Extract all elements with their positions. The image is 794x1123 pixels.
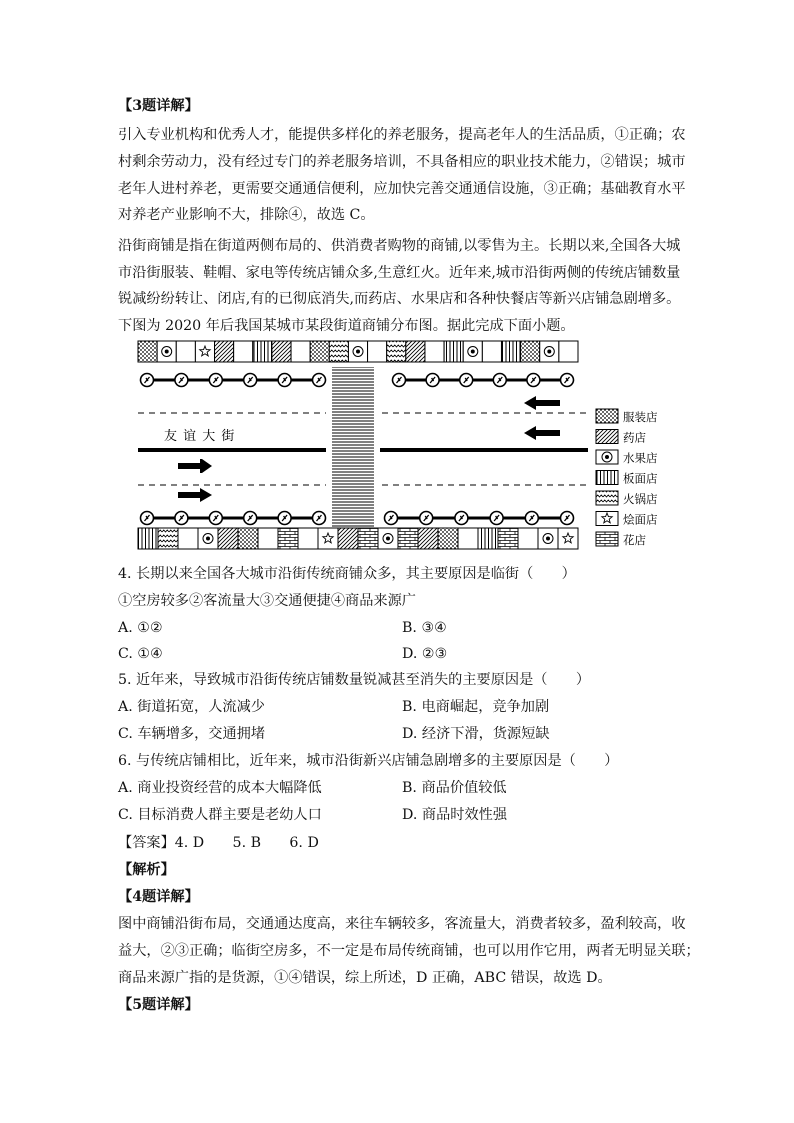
q5-stem: 5. 近年来，导致城市沿街传统店铺数量锐减甚至消失的主要原因是（ ） bbox=[118, 672, 591, 688]
legend-label: 花店 bbox=[623, 533, 646, 547]
arrow-left-icon bbox=[524, 396, 560, 410]
tree-icon bbox=[426, 374, 439, 387]
tree-icon bbox=[493, 374, 506, 387]
q6-stem: 6. 与传统店铺相比，近年来，城市沿街新兴店铺急剧增多的主要原因是（ ） bbox=[118, 753, 619, 769]
tree-icon bbox=[525, 512, 538, 525]
bottom-shop bbox=[278, 528, 298, 549]
legend-label: 水果店 bbox=[623, 451, 658, 465]
tree-icon bbox=[278, 374, 291, 387]
street-name: 友 谊 大 街 bbox=[164, 429, 236, 444]
tree-icon bbox=[385, 512, 398, 525]
section3-line: 村剩余劳动力，没有经过专门的养老服务培训，不具备相应的职业技术能力，②错误；城市 bbox=[118, 154, 686, 170]
bottom-shop bbox=[238, 528, 258, 549]
top-shop bbox=[138, 341, 157, 362]
section3-line: 老年人进村养老，更需要交通通信便利，应加快完善交通通信设施，③正确；基础教育水平 bbox=[118, 181, 686, 197]
intro-line: 下图为 2020 年后我国某城市某段街道商铺分布图。据此完成下面小题。 bbox=[118, 318, 575, 334]
bottom-shop bbox=[378, 528, 398, 549]
top-shop bbox=[444, 341, 463, 362]
top-shop bbox=[540, 341, 559, 362]
q6-option-c: C. 目标消费人群主要是老幼人口 bbox=[118, 807, 322, 823]
q4-option-c: C. ①④ bbox=[118, 646, 163, 662]
tree-icon bbox=[490, 512, 503, 525]
top-shop bbox=[387, 341, 406, 362]
intro-line: 沿街商铺是指在街道两侧布局的、供消费者购物的商铺,以零售为主。长期以来,全国各大城 bbox=[118, 238, 681, 254]
tree-icon bbox=[393, 374, 406, 387]
tree-icon bbox=[313, 374, 326, 387]
top-shop bbox=[329, 341, 348, 362]
crosswalk bbox=[332, 367, 374, 529]
bottom-shop bbox=[338, 528, 358, 549]
tree-icon bbox=[313, 512, 326, 525]
q6-option-b: B. 商品价值较低 bbox=[402, 780, 507, 796]
top-shop bbox=[291, 341, 310, 362]
top-shop bbox=[521, 341, 540, 362]
q4-option-b: B. ③④ bbox=[402, 620, 447, 636]
legend-swatch bbox=[596, 532, 618, 546]
legend-swatch bbox=[596, 471, 618, 485]
analysis-label: 【解析】 bbox=[118, 862, 175, 878]
q4-option-d: D. ②③ bbox=[402, 646, 448, 662]
top-shop bbox=[368, 341, 387, 362]
top-shop-row bbox=[138, 341, 578, 362]
answer-line: 【答案】4. D 5. B 6. D bbox=[118, 835, 319, 851]
section4-line: 益大，②③正确；临街空房多，不一定是布局传统商铺，也可以用作它用，两者无明显关联； bbox=[118, 943, 700, 959]
bottom-shop bbox=[398, 528, 418, 549]
q5-option-b: B. 电商崛起，竞争加剧 bbox=[402, 699, 550, 715]
tree-icon bbox=[175, 512, 188, 525]
legend-label: 烩面店 bbox=[623, 512, 658, 527]
section3-line: 对养老产业影响不大，排除④，故选 C。 bbox=[118, 207, 375, 223]
q5-option-a: A. 街道拓宽，人流减少 bbox=[118, 699, 265, 715]
legend-swatch bbox=[596, 512, 618, 526]
tree-icon bbox=[209, 512, 222, 525]
tree-icon bbox=[455, 512, 468, 525]
bottom-shop bbox=[318, 528, 338, 549]
tree-icon bbox=[561, 374, 574, 387]
tree-icon bbox=[278, 512, 291, 525]
bottom-shop-row bbox=[138, 528, 578, 549]
arrow-left-icon bbox=[524, 426, 560, 440]
bottom-shop bbox=[438, 528, 458, 549]
bottom-shop bbox=[138, 528, 158, 549]
tree-icon bbox=[460, 374, 473, 387]
bottom-shop bbox=[158, 528, 178, 549]
q6-option-a: A. 商业投资经营的成本大幅降低 bbox=[118, 780, 322, 796]
intro-line: 锐减纷纷转让、闭店,有的已彻底消失,而药店、水果店和各种快餐店等新兴店铺急剧增多。 bbox=[118, 291, 681, 307]
tree-icon bbox=[561, 512, 574, 525]
section4-line: 图中商铺沿街布局，交通通达度高，来往车辆较多，客流量大，消费者较多，盈利较高，收 bbox=[118, 916, 686, 932]
bottom-shop bbox=[478, 528, 498, 549]
bottom-shop bbox=[258, 528, 278, 549]
tree-icon bbox=[420, 512, 433, 525]
section4-line: 商品来源广指的是货源，①④错误，综上所述，D 正确，ABC 错误，故选 D。 bbox=[118, 970, 612, 986]
tree-icon bbox=[527, 374, 540, 387]
arrow-right-icon bbox=[178, 488, 212, 502]
legend-label: 火锅店 bbox=[623, 492, 658, 506]
tree-icon bbox=[175, 374, 188, 387]
q5-option-d: D. 经济下滑，货源短缺 bbox=[402, 726, 550, 742]
top-shop bbox=[215, 341, 234, 362]
tree-icon bbox=[141, 512, 154, 525]
legend-swatch bbox=[596, 409, 618, 423]
top-shop bbox=[272, 341, 291, 362]
street-shop-map bbox=[134, 339, 694, 561]
top-shop bbox=[425, 341, 444, 362]
bottom-shop bbox=[458, 528, 478, 549]
legend-label: 服装店 bbox=[623, 410, 658, 424]
bottom-shop bbox=[178, 528, 198, 549]
legend-swatch bbox=[596, 430, 618, 444]
legend-label: 药店 bbox=[623, 430, 646, 445]
bottom-shop bbox=[418, 528, 438, 549]
section3-heading: 【3题详解】 bbox=[118, 98, 199, 114]
top-shop bbox=[406, 341, 425, 362]
bottom-shop bbox=[198, 528, 218, 549]
arrow-right-icon bbox=[178, 459, 212, 473]
top-shop bbox=[195, 341, 214, 362]
q4-option-a: A. ①② bbox=[118, 620, 163, 636]
legend-label: 板面店 bbox=[623, 471, 658, 486]
bottom-shop bbox=[218, 528, 238, 549]
bottom-shop bbox=[558, 528, 578, 549]
top-shop bbox=[559, 341, 578, 362]
top-shop bbox=[234, 341, 253, 362]
bottom-shop bbox=[298, 528, 318, 549]
top-shop bbox=[463, 341, 482, 362]
top-shop bbox=[501, 341, 520, 362]
section5-heading: 【5题详解】 bbox=[118, 997, 199, 1013]
tree-icon bbox=[244, 374, 257, 387]
section4-heading: 【4题详解】 bbox=[118, 889, 199, 905]
bottom-shop bbox=[358, 528, 378, 549]
q4-stem: 4. 长期以来全国各大城市沿街传统商铺众多，其主要原因是临街（ ） bbox=[118, 566, 576, 582]
legend-swatch bbox=[596, 450, 618, 464]
top-shop bbox=[157, 341, 176, 362]
q4-items: ①空房较多②客流量大③交通便捷④商品来源广 bbox=[118, 593, 416, 609]
bottom-shop bbox=[538, 528, 558, 549]
bottom-shop bbox=[498, 528, 518, 549]
legend-swatch bbox=[596, 491, 618, 505]
q5-option-c: C. 车辆增多，交通拥堵 bbox=[118, 726, 266, 742]
q6-option-d: D. 商品时效性强 bbox=[402, 807, 508, 823]
section3-line: 引入专业机构和优秀人才，能提供多样化的养老服务，提高老年人的生活品质，①正确；农 bbox=[118, 127, 686, 143]
tree-icon bbox=[244, 512, 257, 525]
bottom-shop bbox=[518, 528, 538, 549]
top-shop bbox=[348, 341, 367, 362]
intro-line: 市沿街服装、鞋帽、家电等传统店铺众多,生意红火。近年来,城市沿街两侧的传统店铺数量 bbox=[118, 265, 681, 281]
tree-icon bbox=[209, 374, 222, 387]
top-shop bbox=[310, 341, 329, 362]
top-shop bbox=[176, 341, 195, 362]
top-shop bbox=[482, 341, 501, 362]
map-legend bbox=[596, 409, 658, 547]
tree-icon bbox=[141, 374, 154, 387]
top-shop bbox=[253, 341, 272, 362]
